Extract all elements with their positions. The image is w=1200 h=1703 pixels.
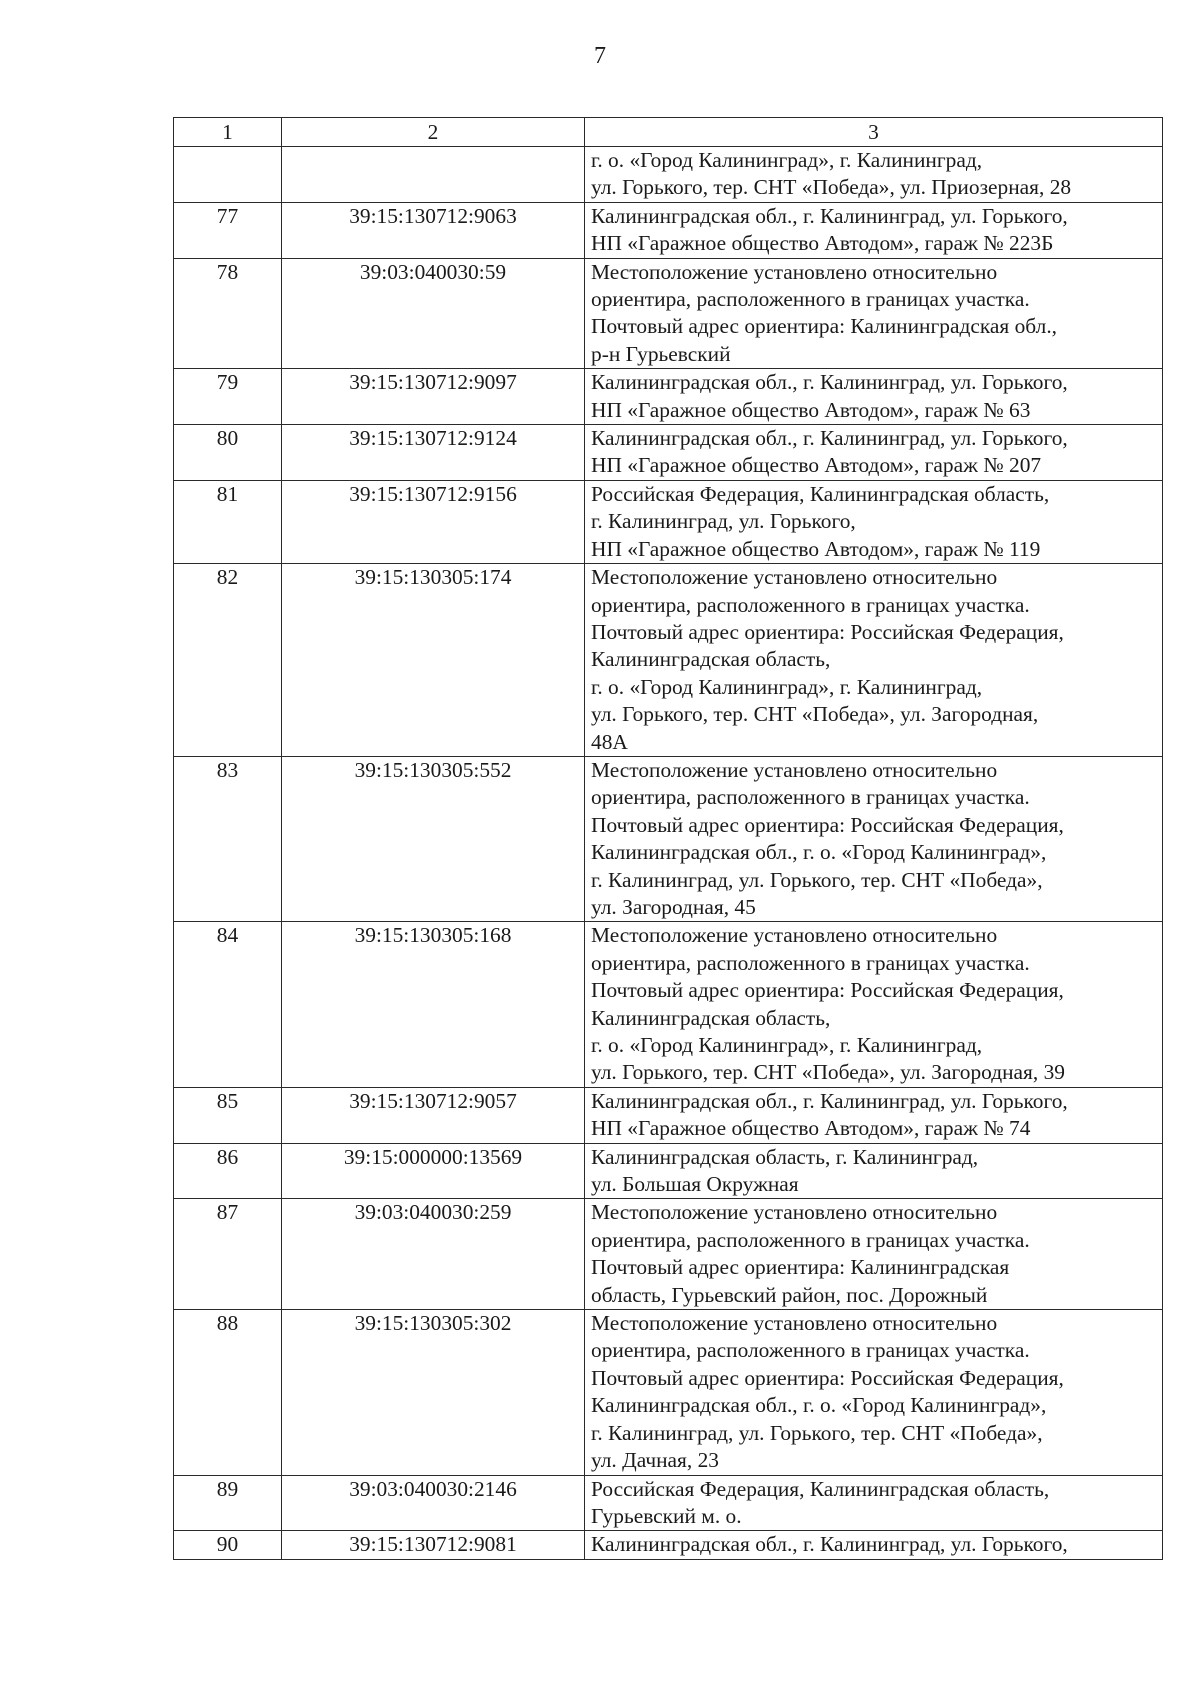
address-cell bbox=[585, 1143, 1163, 1199]
cadastral-number: 39:03:040030:259 bbox=[282, 1199, 585, 1310]
address-line: ул. Горького, тер. СНТ «Победа», ул. Загородная, 39 bbox=[591, 1060, 1065, 1085]
address-line: область, Гурьевский район, пос. Дорожный bbox=[591, 1282, 988, 1307]
table-row bbox=[174, 1531, 1163, 1559]
address-line: 48А bbox=[591, 729, 628, 754]
address-line: НП «Гаражное общество Автодом», гараж № 223Б bbox=[591, 231, 1054, 256]
table-row bbox=[174, 756, 1163, 921]
table-row bbox=[174, 202, 1163, 258]
cadastral-number: 39:15:130305:174 bbox=[282, 564, 585, 757]
address-line: Почтовый адрес ориентира: Калининградская обл., bbox=[591, 314, 1058, 339]
table-row bbox=[174, 480, 1163, 563]
row-number: 81 bbox=[174, 480, 282, 563]
address-line: ориентира, расположенного в границах участка. bbox=[591, 592, 1030, 617]
row-number: 83 bbox=[174, 756, 282, 921]
address-line: Калининградская область, bbox=[591, 1005, 831, 1030]
cadastral-number: 39:03:040030:59 bbox=[282, 258, 585, 369]
page-number: 7 bbox=[594, 43, 606, 69]
address-line: Калининградская область, bbox=[591, 647, 831, 672]
table-row bbox=[174, 1475, 1163, 1531]
address-cell bbox=[585, 1531, 1163, 1559]
table-row bbox=[174, 564, 1163, 757]
row-number: 80 bbox=[174, 425, 282, 481]
header-col-cadastral: 2 bbox=[282, 118, 585, 147]
address-line: Российская Федерация, Калининградская область, bbox=[591, 481, 1050, 506]
cadastral-number: 39:15:130712:9081 bbox=[282, 1531, 585, 1559]
row-number bbox=[174, 147, 282, 203]
address-line: ул. Дачная, 23 bbox=[591, 1448, 719, 1473]
address-line: Калининградская область, г. Калининград, bbox=[591, 1144, 979, 1169]
cadastral-number: 39:15:130712:9057 bbox=[282, 1087, 585, 1143]
address-line: Местоположение установлено относительно bbox=[591, 1200, 998, 1225]
table-header bbox=[174, 118, 1163, 147]
address-line: ориентира, расположенного в границах участка. bbox=[591, 1227, 1030, 1252]
address-cell bbox=[585, 147, 1163, 203]
cadastral-number: 39:15:130305:302 bbox=[282, 1310, 585, 1475]
address-line: г. Калининград, ул. Горького, тер. СНТ «Победа», bbox=[591, 867, 1043, 892]
row-number: 77 bbox=[174, 202, 282, 258]
address-line: г. о. «Город Калининград», г. Калининград, bbox=[591, 148, 983, 172]
address-cell bbox=[585, 1087, 1163, 1143]
address-cell bbox=[585, 369, 1163, 425]
address-line: Почтовый адрес ориентира: Российская Федерация, bbox=[591, 978, 1064, 1003]
header-col-number: 1 bbox=[174, 118, 282, 147]
address-cell bbox=[585, 425, 1163, 481]
address-line: Местоположение установлено относительно bbox=[591, 259, 998, 284]
address-line: Калининградская обл., г. Калининград, ул. Горького, bbox=[591, 1532, 1068, 1557]
cadastral-number: 39:15:130712:9097 bbox=[282, 369, 585, 425]
address-line: ориентира, расположенного в границах участка. bbox=[591, 1338, 1030, 1363]
cadastral-number: 39:15:130712:9156 bbox=[282, 480, 585, 563]
cadastral-number bbox=[282, 147, 585, 203]
row-number: 86 bbox=[174, 1143, 282, 1199]
address-line: г. Калининград, ул. Горького, тер. СНТ «Победа», bbox=[591, 1420, 1043, 1445]
cadastral-number: 39:15:130305:168 bbox=[282, 922, 585, 1087]
address-line: Калининградская обл., г. Калининград, ул. Горького, bbox=[591, 1088, 1068, 1113]
row-number: 84 bbox=[174, 922, 282, 1087]
table-row bbox=[174, 1087, 1163, 1143]
address-line: г. о. «Город Калининград», г. Калининград, bbox=[591, 1033, 983, 1057]
address-line: Калининградская обл., г. Калининград, ул. Горького, bbox=[591, 203, 1068, 228]
cadastral-number: 39:15:130712:9063 bbox=[282, 202, 585, 258]
address-cell bbox=[585, 922, 1163, 1087]
address-line: Местоположение установлено относительно bbox=[591, 565, 998, 590]
table-row bbox=[174, 1310, 1163, 1475]
address-cell bbox=[585, 756, 1163, 921]
table-body bbox=[174, 147, 1163, 1560]
address-cell bbox=[585, 1310, 1163, 1475]
address-line: Почтовый адрес ориентира: Российская Федерация, bbox=[591, 812, 1064, 837]
row-number: 82 bbox=[174, 564, 282, 757]
address-line: ул. Загородная, 45 bbox=[591, 894, 756, 919]
address-line: г. Калининград, ул. Горького, bbox=[591, 509, 856, 534]
row-number: 85 bbox=[174, 1087, 282, 1143]
address-cell bbox=[585, 202, 1163, 258]
cadastral-number: 39:15:130712:9124 bbox=[282, 425, 585, 481]
row-number: 78 bbox=[174, 258, 282, 369]
table-row bbox=[174, 147, 1163, 203]
table-row bbox=[174, 922, 1163, 1087]
address-line: Калининградская обл., г. Калининград, ул. Горького, bbox=[591, 426, 1068, 451]
address-line: ул. Большая Окружная bbox=[591, 1172, 799, 1197]
address-line: ориентира, расположенного в границах участка. bbox=[591, 950, 1030, 975]
address-line: Почтовый адрес ориентира: Калининградская bbox=[591, 1255, 1010, 1280]
address-line: Гурьевский м. о. bbox=[591, 1503, 742, 1528]
address-line: Почтовый адрес ориентира: Российская Федерация, bbox=[591, 1365, 1064, 1390]
registry-table bbox=[173, 117, 1163, 1560]
address-line: Российская Федерация, Калининградская область, bbox=[591, 1476, 1050, 1501]
table-row bbox=[174, 258, 1163, 369]
row-number: 89 bbox=[174, 1475, 282, 1531]
address-line: р-н Гурьевский bbox=[591, 341, 731, 366]
row-number: 87 bbox=[174, 1199, 282, 1310]
address-line: Почтовый адрес ориентира: Российская Федерация, bbox=[591, 619, 1064, 644]
address-line: Местоположение установлено относительно bbox=[591, 757, 998, 782]
cadastral-number: 39:15:130305:552 bbox=[282, 756, 585, 921]
address-line: ул. Горького, тер. СНТ «Победа», ул. Загородная, bbox=[591, 702, 1039, 727]
address-line: Местоположение установлено относительно bbox=[591, 923, 998, 948]
header-row bbox=[174, 118, 1163, 147]
address-line: Калининградская обл., г. о. «Город Калининград», bbox=[591, 840, 1047, 865]
row-number: 88 bbox=[174, 1310, 282, 1475]
address-line: НП «Гаражное общество Автодом», гараж № 63 bbox=[591, 397, 1031, 422]
table-row bbox=[174, 1143, 1163, 1199]
address-line: НП «Гаражное общество Автодом», гараж № 74 bbox=[591, 1116, 1031, 1141]
address-line: ориентира, расположенного в границах участка. bbox=[591, 785, 1030, 810]
table-row bbox=[174, 1199, 1163, 1310]
cadastral-number: 39:03:040030:2146 bbox=[282, 1475, 585, 1531]
address-line: Калининградская обл., г. Калининград, ул. Горького, bbox=[591, 370, 1068, 395]
address-line: ул. Горького, тер. СНТ «Победа», ул. Приозерная, 28 bbox=[591, 175, 1072, 200]
address-cell bbox=[585, 480, 1163, 563]
address-cell bbox=[585, 1475, 1163, 1531]
table-row bbox=[174, 425, 1163, 481]
address-line: г. о. «Город Калининград», г. Калининград, bbox=[591, 674, 983, 699]
address-cell bbox=[585, 564, 1163, 757]
address-line: ориентира, расположенного в границах участка. bbox=[591, 287, 1030, 312]
row-number: 90 bbox=[174, 1531, 282, 1559]
address-line: НП «Гаражное общество Автодом», гараж № 207 bbox=[591, 453, 1042, 478]
address-line: Калининградская обл., г. о. «Город Калининград», bbox=[591, 1393, 1047, 1418]
address-line: НП «Гаражное общество Автодом», гараж № 119 bbox=[591, 536, 1041, 561]
address-line: Местоположение установлено относительно bbox=[591, 1311, 998, 1336]
cadastral-number: 39:15:000000:13569 bbox=[282, 1143, 585, 1199]
table-row bbox=[174, 369, 1163, 425]
address-cell bbox=[585, 258, 1163, 369]
row-number: 79 bbox=[174, 369, 282, 425]
address-cell bbox=[585, 1199, 1163, 1310]
header-col-address: 3 bbox=[585, 118, 1163, 147]
